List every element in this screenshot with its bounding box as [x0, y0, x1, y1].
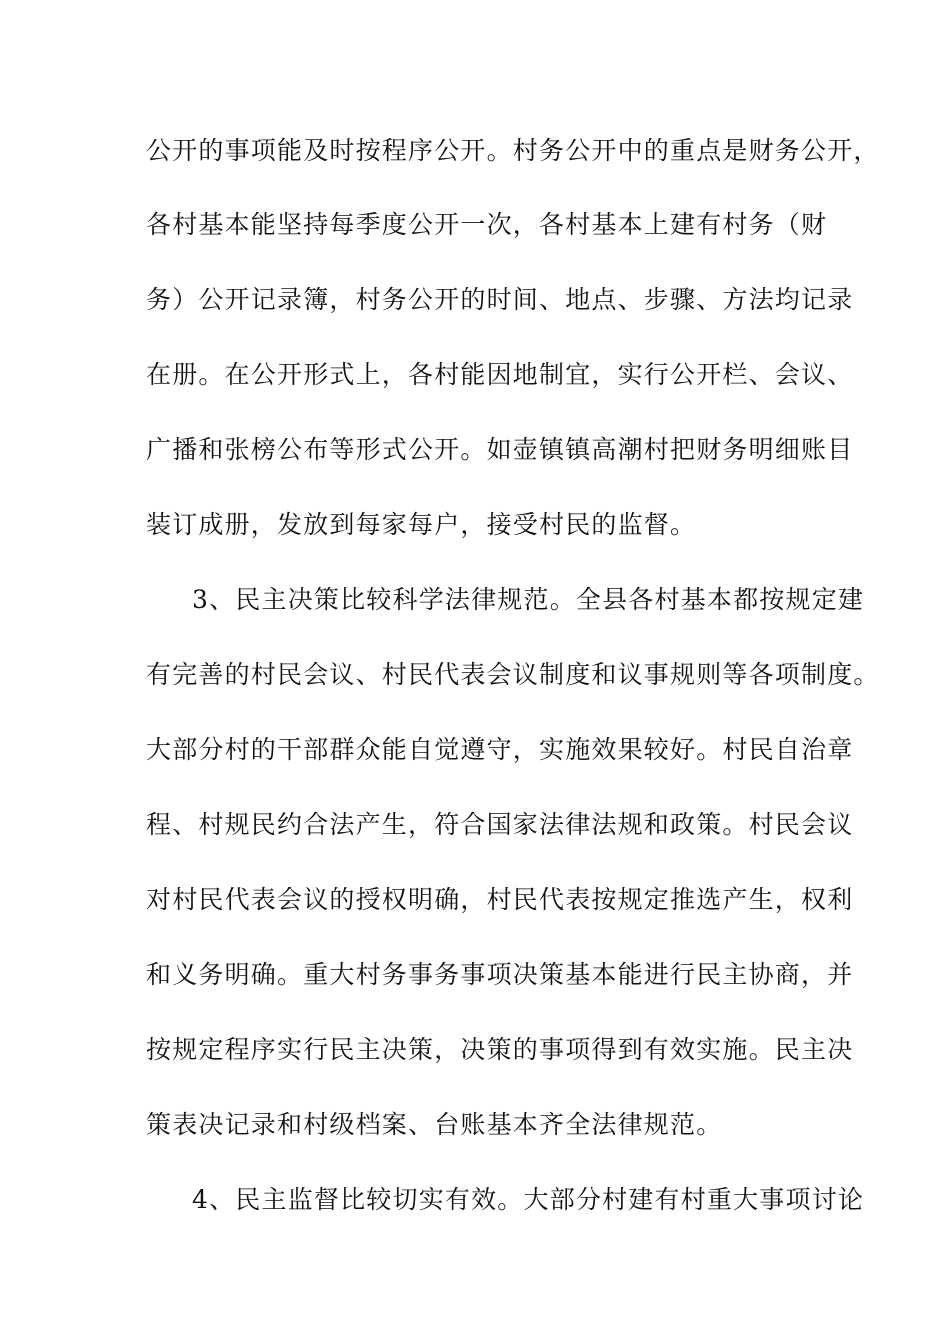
text-line: 在册。在公开形式上，各村能因地制宜，实行公开栏、会议、: [146, 360, 854, 389]
text-line: 公开的事项能及时按程序公开。村务公开中的重点是财务公开，: [146, 136, 880, 165]
text-line: 务）公开记录簿，村务公开的时间、地点、步骤、方法均记录: [146, 285, 854, 314]
text-line: 广播和张榜公布等形式公开。如壶镇镇高潮村把财务明细账目: [146, 435, 854, 464]
paragraph-3-start: 3、民主决策比较科学法律规范。全县各村基本都按规定建: [192, 585, 865, 614]
text-line: 大部分村的干部群众能自觉遵守，实施效果较好。村民自治章: [146, 735, 854, 764]
text-line: 各村基本能坚持每季度公开一次，各村基本上建有村务（财: [146, 210, 828, 239]
text-line: 和义务明确。重大村务事务事项决策基本能进行民主协商，并: [146, 960, 854, 989]
text-line: 程、村规民约合法产生，符合国家法律法规和政策。村民会议: [146, 810, 854, 839]
paragraph-4-start: 4、民主监督比较切实有效。大部分村建有村重大事项讨论: [192, 1185, 865, 1214]
text-line: 策表决记录和村级档案、台账基本齐全法律规范。: [146, 1110, 723, 1139]
text-line: 按规定程序实行民主决策，决策的事项得到有效实施。民主决: [146, 1035, 854, 1064]
text-line: 有完善的村民会议、村民代表会议制度和议事规则等各项制度。: [146, 660, 880, 689]
text-line: 对村民代表会议的授权明确，村民代表按规定推选产生，权利: [146, 885, 854, 914]
text-line: 装订成册，发放到每家每户，接受村民的监督。: [146, 510, 697, 539]
